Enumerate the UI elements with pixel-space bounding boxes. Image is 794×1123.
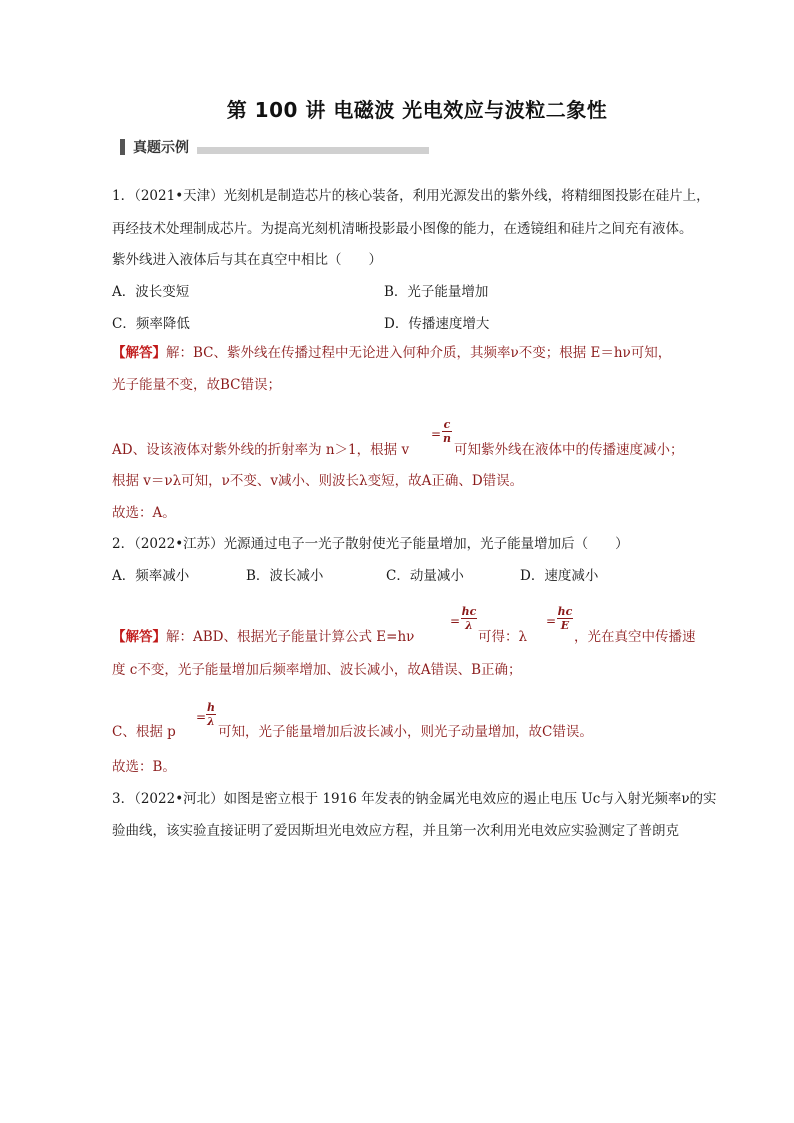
q2-option-a: A．频率减小 — [112, 568, 190, 584]
q2-stem-line1: 2．（2022•江苏）光源通过电子一光子散射使光子能量增加，光子能量增加后（ ） — [112, 536, 629, 552]
q2-answer-line3a: C、根据 p — [112, 724, 176, 740]
q2-frac1-numerator: hc — [461, 605, 477, 618]
q2-option-c: C．动量减小 — [386, 568, 464, 584]
q3-stem-line1: 3．（2022•河北）如图是密立根于 1916 年发表的钠金属光电效应的遏止电压 Uc与入射光频率ν的实 — [112, 791, 717, 807]
q1-frac-denominator: n — [443, 432, 451, 445]
q1-fraction-c-over-n — [442, 419, 452, 444]
q2-fraction-hc-over-lambda — [461, 606, 477, 631]
q2-fraction-h-over-lambda — [206, 702, 216, 727]
q2-frac2-denominator: E — [560, 619, 570, 632]
q2-answer-line2: 度 c不变，光子能量增加后频率增加、波长减小，故A错误、B正确； — [112, 662, 522, 678]
q1-option-b: B．光子能量增加 — [384, 284, 489, 300]
q1-stem-line3: 紫外线进入液体后与其在真空中相比（ ） — [112, 252, 382, 268]
q1-frac-numerator: c — [443, 418, 451, 431]
q2-choice: 故选：B。 — [112, 759, 176, 775]
q1-choice: 故选：A。 — [112, 505, 176, 521]
q2-fraction-hc-over-e — [557, 606, 573, 631]
q2-option-d: D．速度减小 — [520, 568, 599, 584]
q2-answer-text1a: 解：ABD、根据光子能量计算公式 E=hν — [166, 629, 415, 645]
section-label: 真题示例 — [133, 140, 189, 156]
q1-answer-line4: 根据 v＝νλ可知，ν不变、v减小、则波长λ变短，故A正确、D错误。 — [112, 473, 524, 489]
q1-answer-tag: 【解答】 — [112, 345, 166, 361]
q3-stem-line2: 验曲线，该实验直接证明了爱因斯坦光电效应方程，并且第一次利用光电效应实验测定了普朗克 — [112, 823, 679, 839]
q2-answer-line1a — [112, 627, 414, 647]
q2-equals-sign-3: = — [196, 710, 207, 724]
q2-option-b: B．波长减小 — [246, 568, 324, 584]
q2-answer-text1c: ，光在真空中传播速 — [574, 629, 696, 645]
q1-answer-text1: 解：BC、紫外线在传播过程中无论进入何种介质，其频率ν不变；根据 E＝hν可知， — [166, 345, 672, 361]
section-marker — [120, 139, 125, 155]
q2-frac3-denominator: λ — [207, 715, 215, 728]
page-title: 第 100 讲 电磁波 光电效应与波粒二象性 — [226, 98, 608, 122]
q2-answer-text1b: 可得：λ — [478, 629, 528, 645]
q1-stem-line1: 1．（2021•天津）光刻机是制造芯片的核心装备，利用光源发出的紫外线，将精细图投影在硅片上， — [112, 188, 710, 204]
section-rule — [197, 147, 429, 154]
q1-answer-line2: 光子能量不变，故BC错误； — [112, 377, 282, 393]
q1-option-d: D．传播速度增大 — [384, 316, 490, 332]
q1-option-c: C．频率降低 — [112, 316, 190, 332]
q2-frac1-denominator: λ — [465, 619, 473, 632]
q1-stem-line2: 再经技术处理制成芯片。为提高光刻机清晰投影最小图像的能力，在透镜组和硅片之间充有液体。 — [112, 221, 693, 237]
q2-answer-line3b: 可知，光子能量增加后波长减小，则光子动量增加，故C错误。 — [218, 724, 593, 740]
q1-answer-line3b: 可知紫外线在液体中的传播速度减小； — [454, 442, 684, 458]
q1-option-a: A．波长变短 — [112, 284, 190, 300]
section-header — [120, 137, 429, 157]
q1-answer-line1 — [112, 343, 671, 363]
q1-equals-sign: = — [431, 427, 442, 441]
q2-frac2-numerator: hc — [557, 605, 573, 618]
q2-equals-sign-1: = — [450, 614, 461, 628]
q1-answer-line3a: AD、设该液体对紫外线的折射率为 n＞1，根据 v — [112, 442, 410, 458]
q2-equals-sign-2: = — [546, 614, 557, 628]
q2-answer-tag: 【解答】 — [112, 629, 166, 645]
q2-frac3-numerator: h — [207, 701, 215, 714]
